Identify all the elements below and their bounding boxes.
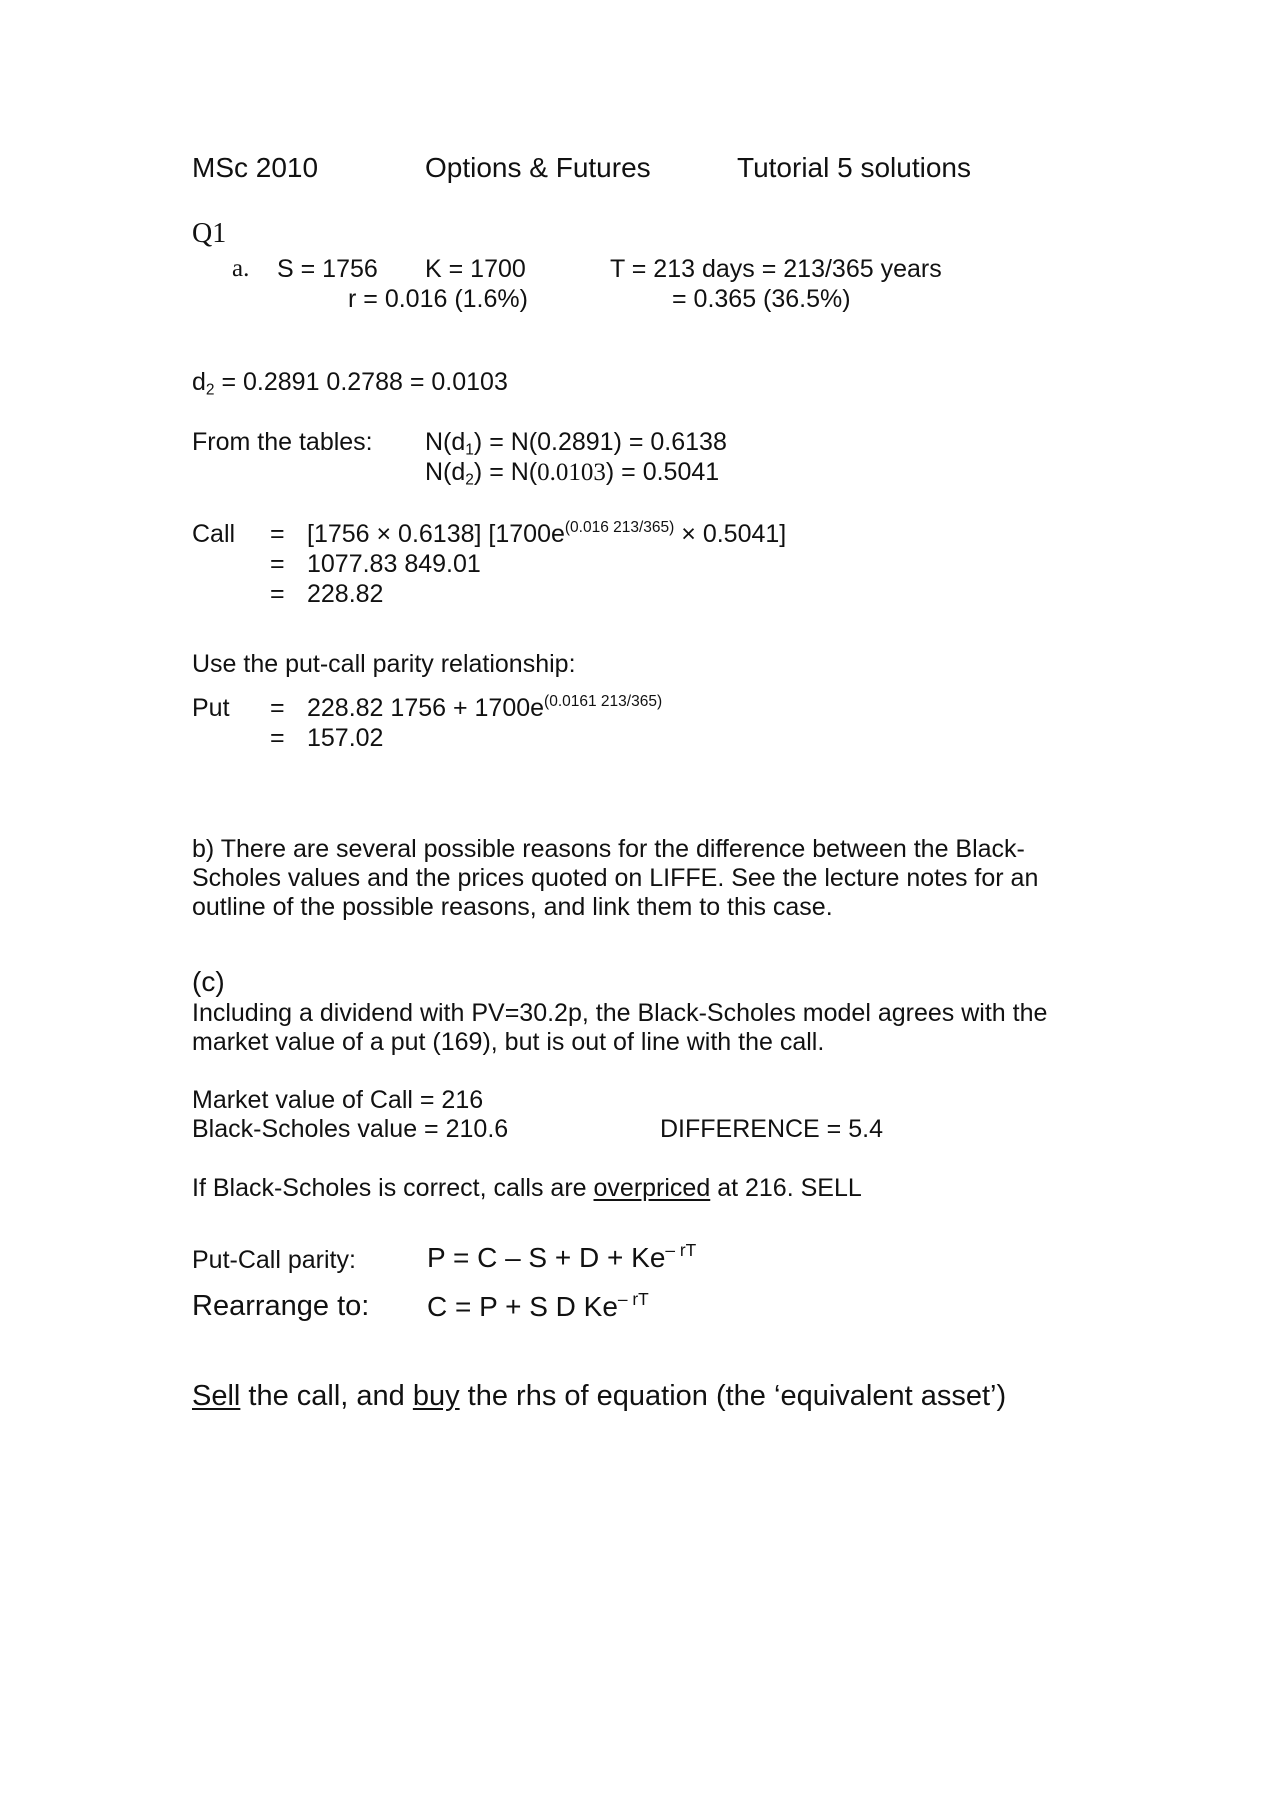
part-b-line-2: Scholes values and the prices quoted on LIFFE. See the lecture notes for an xyxy=(192,864,1039,892)
bs-value: Black-Scholes value = 210.6 xyxy=(192,1115,509,1143)
n-d1-value: ) = N(0.2891) = 0.6138 xyxy=(473,428,727,456)
n-d1-line xyxy=(425,428,727,459)
call-line-1-pre: [1756 × 0.6138] [1700e xyxy=(307,520,565,548)
d2-value: = 0.2891 0.2788 = 0.0103 xyxy=(214,368,508,396)
put-label: Put xyxy=(192,694,230,722)
parity-equation-body: P = C – S + D + Ke xyxy=(427,1242,666,1273)
rearrange-label: Rearrange to: xyxy=(192,1290,370,1322)
d2-subscript: 2 xyxy=(205,381,215,399)
course-heading: MSc 2010 xyxy=(192,152,319,183)
n-d2-value: ) = 0.5041 xyxy=(605,458,720,486)
conclusion-pre: If Black-Scholes is correct, calls are xyxy=(192,1174,594,1202)
n-d2-line xyxy=(425,458,719,489)
call-line-1 xyxy=(307,520,786,549)
final-mid: the call, and xyxy=(240,1380,413,1412)
call-line-1-post: × 0.5041] xyxy=(674,520,787,548)
d2-line xyxy=(192,368,508,399)
final-post: the rhs of equation (the ‘equivalent asset’) xyxy=(459,1380,1007,1412)
final-sell: Sell xyxy=(192,1380,241,1412)
conclusion-post: at 216. SELL xyxy=(710,1174,862,1202)
time-to-expiry: T = 213 days = 213/365 years xyxy=(610,255,942,283)
n-d1-pre: N(d xyxy=(425,428,466,456)
conclusion-overpriced: overpriced xyxy=(593,1174,711,1202)
put-eq-1: = xyxy=(270,694,285,722)
part-a-label: a. xyxy=(232,255,250,282)
parity-equation xyxy=(427,1239,697,1274)
final-instruction xyxy=(192,1380,1006,1413)
difference-value: DIFFERENCE = 5.4 xyxy=(660,1115,883,1143)
q1-label: Q1 xyxy=(192,218,227,249)
put-line-1 xyxy=(307,694,662,723)
n-d2-mid: ) = N( xyxy=(473,458,538,486)
interest-rate: r = 0.016 (1.6%) xyxy=(348,285,528,313)
put-exponent: (0.0161 213/365) xyxy=(544,692,663,710)
parity-exponent: – rT xyxy=(665,1239,697,1260)
subject-heading: Options & Futures xyxy=(425,152,651,183)
call-line-2: 1077.83 849.01 xyxy=(307,550,481,578)
put-eq-2: = xyxy=(270,724,285,752)
put-line-1-pre: 228.82 1756 + 1700e xyxy=(307,694,545,722)
call-eq-1: = xyxy=(270,520,285,548)
part-c-label: (c) xyxy=(192,966,225,997)
part-c-line-2: market value of a put (169), but is out of line with the call. xyxy=(192,1028,825,1056)
call-label: Call xyxy=(192,520,236,548)
market-call-value: Market value of Call = 216 xyxy=(192,1086,484,1114)
call-eq-2: = xyxy=(270,550,285,578)
part-b-line-3: outline of the possible reasons, and link them to this case. xyxy=(192,893,833,921)
spot-price: S = 1756 xyxy=(277,255,378,283)
conclusion-line xyxy=(192,1174,862,1203)
tutorial-heading: Tutorial 5 solutions xyxy=(737,152,971,183)
part-b-line-1: b) There are several possible reasons for the difference between the Black- xyxy=(192,835,1025,863)
parity-label: Put-Call parity: xyxy=(192,1246,356,1274)
strike-price: K = 1700 xyxy=(425,255,526,283)
part-c-line-1: Including a dividend with PV=30.2p, the Black-Scholes model agrees with the xyxy=(192,999,1048,1027)
n-d2-arg: 0.0103 xyxy=(537,459,606,486)
rearrange-equation-body: C = P + S D Ke xyxy=(427,1291,618,1322)
d2-symbol: d xyxy=(192,368,206,396)
n-d2-sub: 2 xyxy=(465,471,474,489)
parity-intro: Use the put-call parity relationship: xyxy=(192,650,576,678)
tables-label: From the tables: xyxy=(192,428,373,456)
volatility: = 0.365 (36.5%) xyxy=(672,285,851,313)
rearrange-equation xyxy=(427,1288,649,1323)
call-exponent: (0.016 213/365) xyxy=(564,518,675,536)
rearrange-exponent: – rT xyxy=(617,1288,649,1309)
call-eq-3: = xyxy=(270,580,285,608)
put-result: 157.02 xyxy=(307,724,384,752)
n-d2-pre: N(d xyxy=(425,458,466,486)
final-buy: buy xyxy=(412,1380,460,1412)
n-d1-sub: 1 xyxy=(465,441,474,459)
call-result: 228.82 xyxy=(307,580,384,608)
